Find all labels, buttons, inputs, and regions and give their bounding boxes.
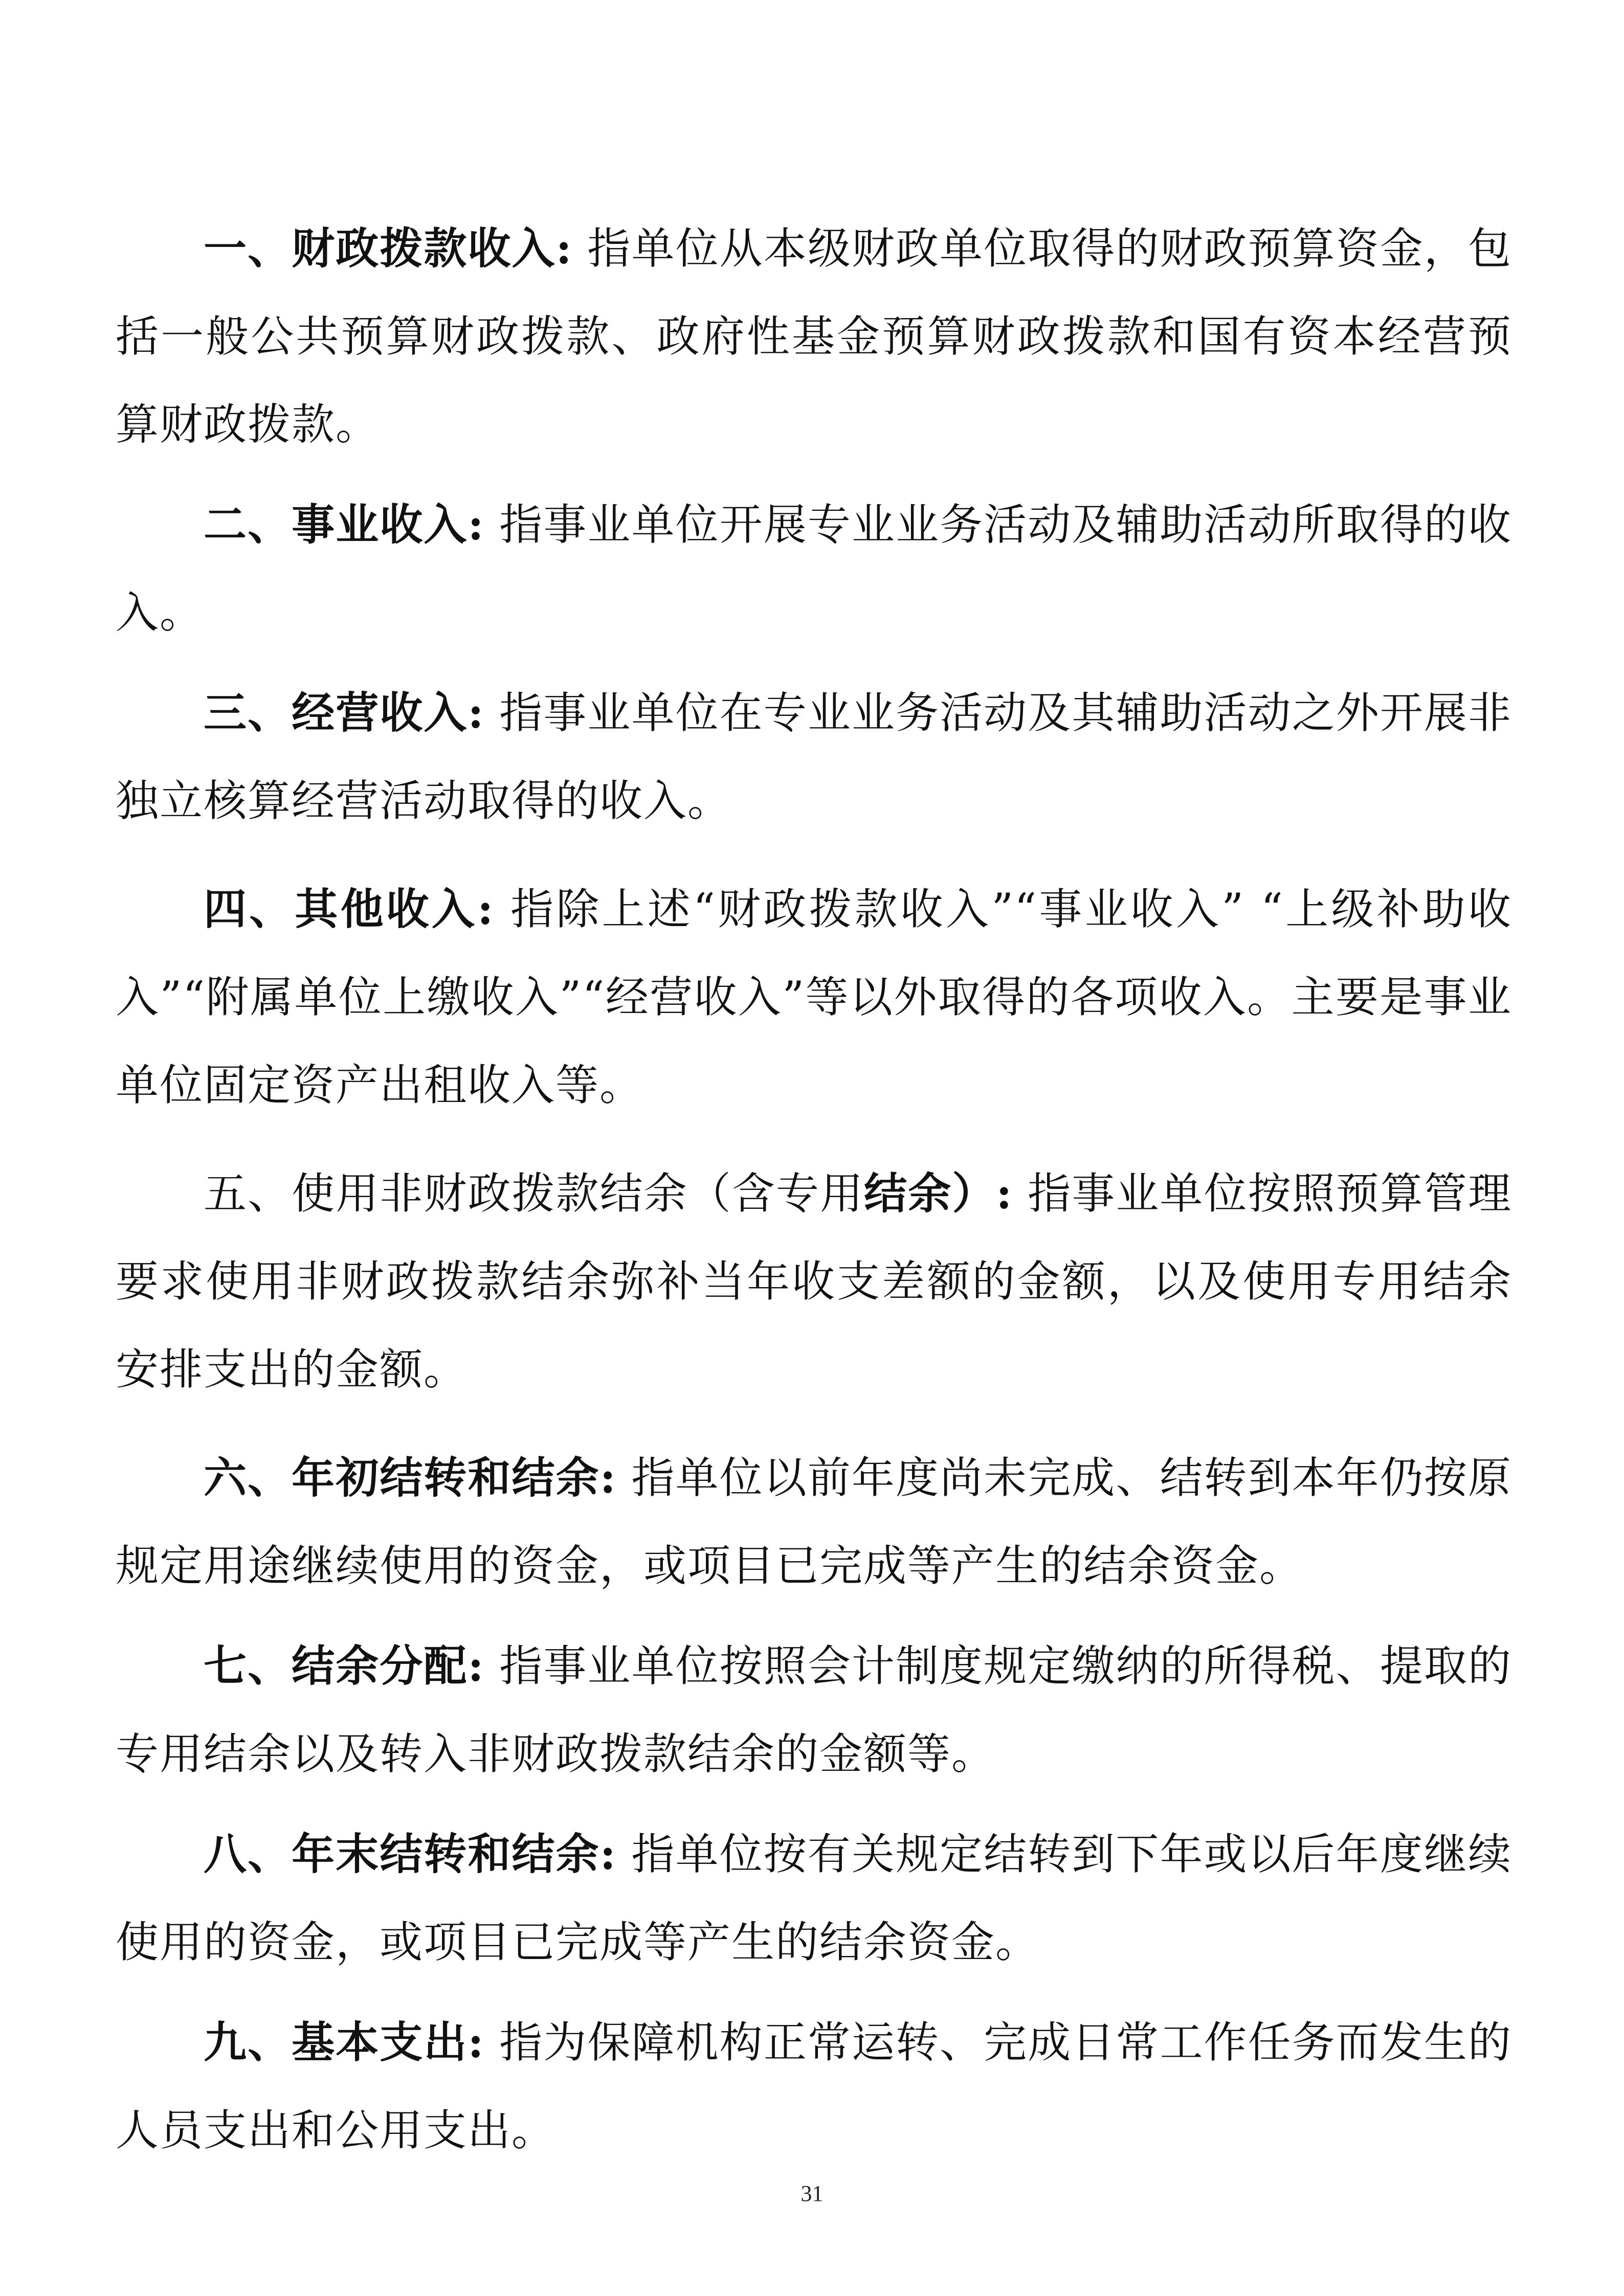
definition-term-bold: 结余）:: [864, 1168, 1013, 1219]
definition-text: 指除上述“财政拨款收入”“事业收入” “上级补助收入”“附属单位上缴收入”“经营收入”等以外取得的各项收入。主要是事业单位固定资产出租收入等。: [116, 884, 1512, 1110]
definition-term: 九、基本支出:: [204, 2017, 485, 2067]
definition-term: 四、其他收入:: [204, 884, 495, 934]
definition-use-of-non-fiscal-balance: [116, 1150, 1512, 1413]
definition-term: 八、年末结转和结余:: [204, 1829, 617, 1879]
definition-business-income: [116, 481, 1512, 657]
definition-year-end-carryover-balance: [116, 1810, 1512, 1986]
definition-text: 指事业单位开展专业业务活动及辅助活动所取得的收入。: [116, 500, 1512, 638]
definition-balance-distribution: [116, 1622, 1512, 1798]
definition-term: 七、结余分配:: [204, 1640, 485, 1691]
definition-text: 指单位按有关规定结转到下年或以后年度继续使用的资金，或项目已完成等产生的结余资金。: [116, 1829, 1512, 1967]
definition-term: 二、事业收入:: [204, 499, 485, 550]
page-number: 31: [800, 2181, 824, 2206]
definition-text: 指单位从本级财政单位取得的财政预算资金，包括一般公共预算财政拨款、政府性基金预算财政拨款和国有资本经营预算财政拨款。: [116, 223, 1512, 449]
definition-term: 三、经营收入:: [204, 687, 485, 738]
definition-term: 六、年初结转和结余:: [204, 1452, 617, 1503]
definition-other-income: [116, 865, 1512, 1129]
definition-text: 指事业单位按照预算管理要求使用非财政拨款结余弥补当年收支差额的金额，以及使用专用结余安排支出的金额。: [116, 1168, 1512, 1394]
definition-basic-expenditure: [116, 1998, 1512, 2174]
definition-operating-income: [116, 669, 1512, 845]
definition-text: 指单位以前年度尚未完成、结转到本年仍按原规定用途继续使用的资金，或项目已完成等产生的结余资金。: [116, 1453, 1512, 1591]
definition-term: 一、财政拨款收入:: [204, 223, 573, 274]
definition-text: 指事业单位在专业业务活动及其辅助活动之外开展非独立核算经营活动取得的收入。: [116, 688, 1512, 826]
definition-text: 指事业单位按照会计制度规定缴纳的所得税、提取的专用结余以及转入非财政拨款结余的金额等。: [116, 1641, 1512, 1779]
definition-fiscal-appropriation-income: [116, 205, 1512, 468]
definition-term-plain: 五、使用非财政拨款结余（含专用: [204, 1168, 864, 1219]
document-body: [116, 205, 1512, 2187]
definition-text: 指为保障机构正常运转、完成日常工作任务而发生的人员支出和公用支出。: [116, 2017, 1512, 2155]
definition-beginning-carryover-balance: [116, 1434, 1512, 1610]
